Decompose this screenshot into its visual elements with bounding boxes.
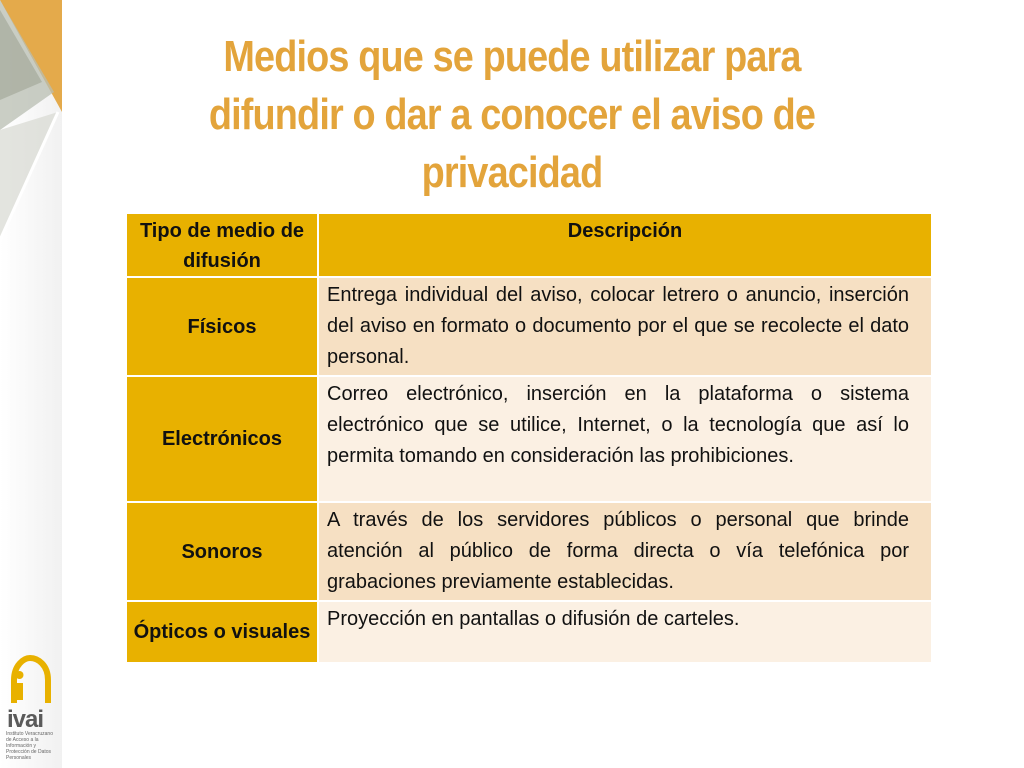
row-description-cell: Proyección en pantallas o difusión de carteles. (318, 601, 932, 663)
table-row (126, 376, 932, 502)
logo-stem (16, 683, 23, 700)
table-row (126, 277, 932, 376)
logo-subtitle: Instituto Veracruzano de Acceso a la Información y Protección de Datos Personales (6, 731, 53, 761)
logo-dot (16, 671, 24, 679)
row-type-cell: Electrónicos (126, 376, 318, 502)
row-description-cell: A través de los servidores públicos o personal que brinde atención al público de forma directa o vía telefónica por grabaciones previamente establecidas. (318, 502, 932, 601)
slide-title: Medios que se puede utilizar para difundir o dar a conocer el aviso de privacidad (208, 32, 816, 197)
logo-text: ivai (7, 706, 44, 733)
row-description-cell: Entrega individual del aviso, colocar letrero o anuncio, inserción del aviso en formato o documento por el que se recolecte el dato personal. (318, 277, 932, 376)
header-description: Descripción (318, 213, 932, 277)
table-header-row (126, 213, 932, 277)
row-type-cell: Ópticos o visuales (126, 601, 318, 663)
table-row (126, 502, 932, 601)
row-description-cell: Correo electrónico, inserción en la plataforma o sistema electrónico que se utilice, Internet, o la tecnología que así lo permita tomando en consideración las prohibiciones. (318, 376, 932, 502)
row-type-cell: Físicos (126, 277, 318, 376)
row-type-cell: Sonoros (126, 502, 318, 601)
header-type: Tipo de medio de difusión (126, 213, 318, 277)
table-row (126, 601, 932, 663)
media-table-container (125, 212, 931, 652)
media-table (125, 212, 933, 664)
decorative-shapes (0, 0, 62, 320)
